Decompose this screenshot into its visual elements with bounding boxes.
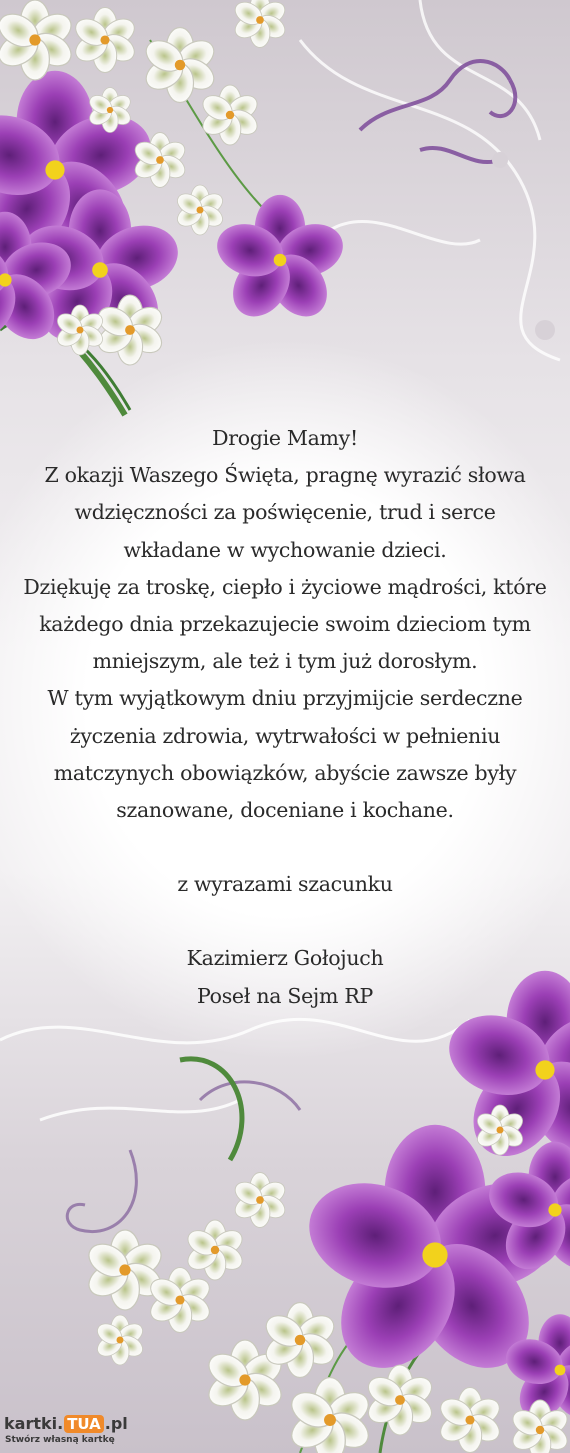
- site-logo[interactable]: [4, 1414, 128, 1450]
- greeting-text: [20, 420, 550, 1015]
- logo-tagline: Stwórz własną kartkę: [5, 1435, 115, 1445]
- top-flower-cluster: [0, 0, 350, 415]
- signature-name: Kazimierz Gołojuch: [186, 946, 384, 971]
- logo-badge: TUA: [64, 1415, 104, 1433]
- greeting-line-9: życzenia zdrowia, wytrwałości w pełnieniu: [69, 723, 501, 748]
- greeting-line-10: matczynych obowiązków, abyście zawsze były: [53, 760, 517, 785]
- signature-title: Poseł na Sejm RP: [197, 983, 373, 1008]
- closing-line: z wyrazami szacunku: [177, 872, 393, 897]
- bottom-flower-cluster: [83, 971, 570, 1453]
- greeting-line-8: W tym wyjątkowym dniu przyjmijcie serdeczne: [47, 686, 523, 711]
- greeting-line-7: mniejszym, ale też i tym już dorosłym.: [92, 649, 478, 674]
- greeting-line-1: Drogie Mamy!: [212, 426, 358, 450]
- greeting-line-6: każdego dnia przekazujecie swoim dzieciom tym: [39, 612, 531, 637]
- logo-prefix: kartki.: [4, 1414, 64, 1433]
- greeting-line-4: wkładane w wychowanie dzieci.: [123, 537, 447, 562]
- greeting-line-5: Dziękuję za troskę, ciepło i życiowe mądrości, które: [23, 574, 547, 599]
- greeting-line-11: szanowane, doceniane i kochane.: [116, 798, 454, 823]
- greeting-line-2: Z okazji Waszego Święta, pragnę wyrazić słowa: [44, 463, 526, 488]
- greeting-line-3: wdzięczności za poświęcenie, trud i serce: [74, 500, 496, 525]
- logo-suffix: .pl: [104, 1414, 128, 1433]
